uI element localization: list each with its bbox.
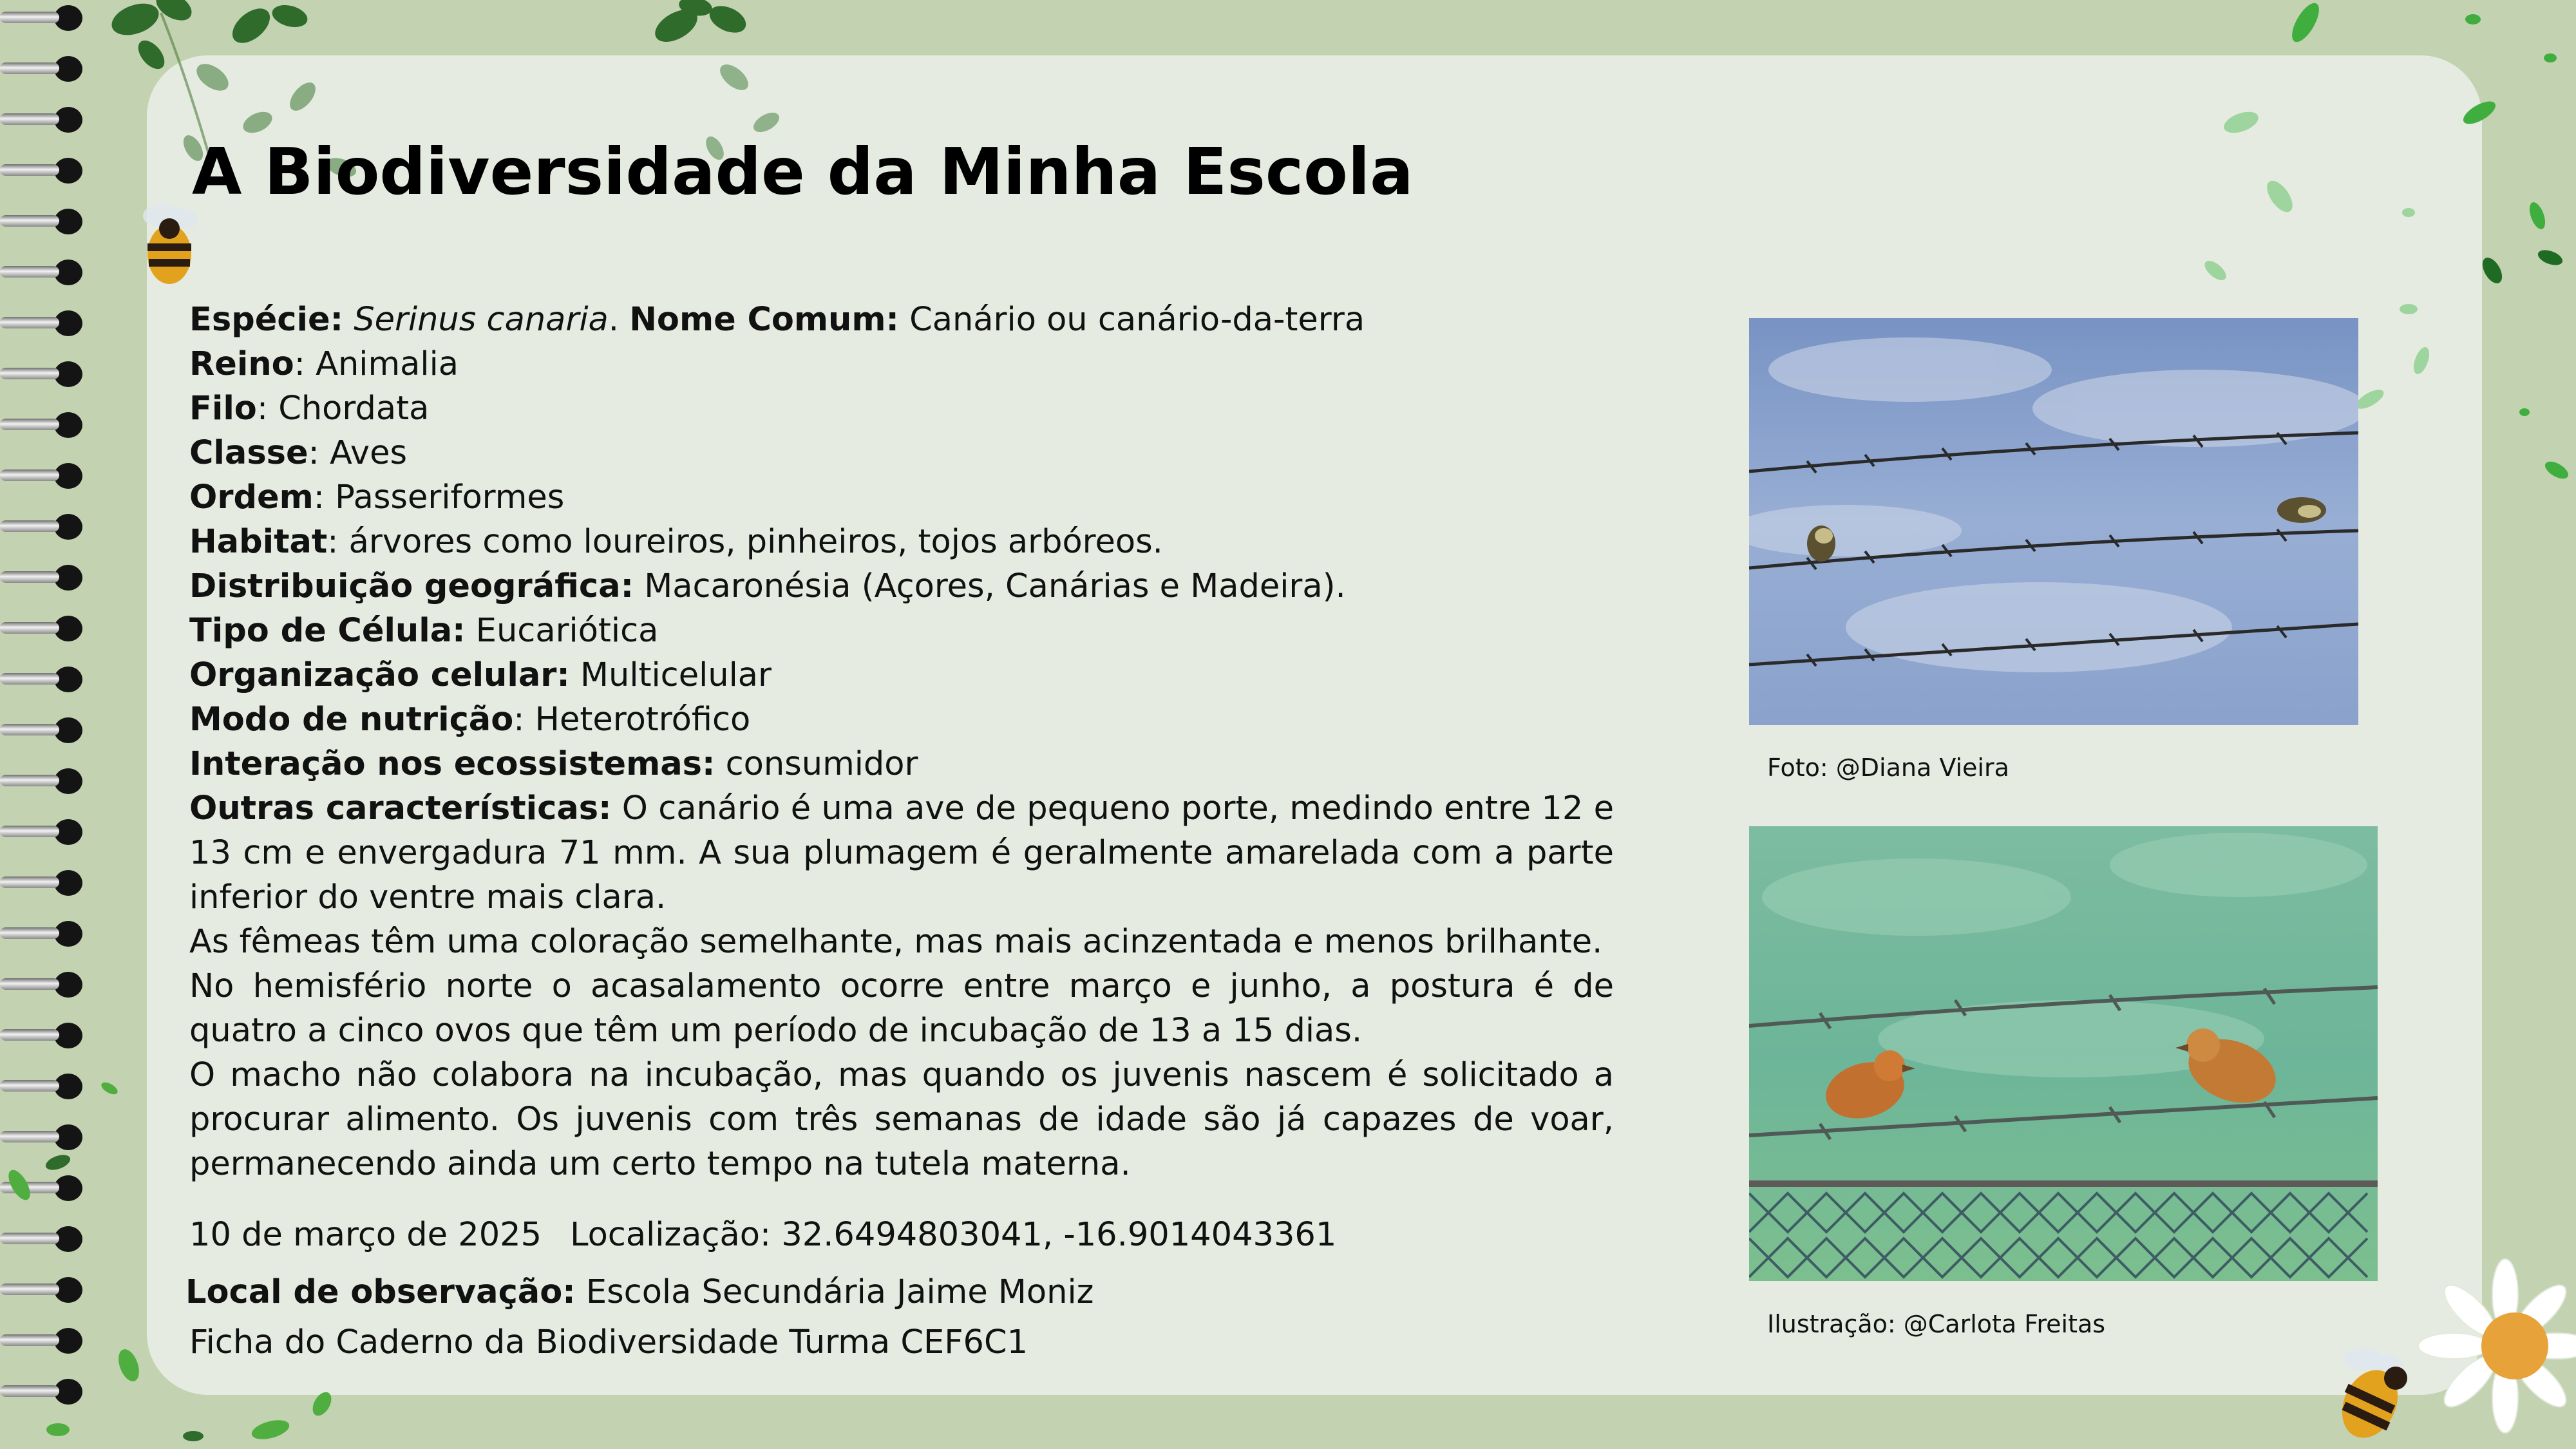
ring-wire <box>0 571 59 583</box>
species-info <box>189 298 1614 1186</box>
spiral-ring <box>0 309 90 337</box>
field-value: consumidor <box>715 745 918 783</box>
scientific-name: Serinus canaria <box>354 301 609 339</box>
ring-wire <box>0 673 59 685</box>
field-nutricao <box>189 697 1614 742</box>
field-label: Distribuição geográfica: <box>189 567 634 605</box>
photo-caption: Foto: @Diana Vieira <box>1767 753 2009 782</box>
ring-wire <box>0 826 59 837</box>
paragraph-male: O macho não colabora na incubação, mas quando os juvenis nascem é solicitado a procurar alimento. Os juvenis com três semanas de idade são já capazes de voar, permanecendo ainda um certo tempo na tutela materna. <box>189 1056 1614 1183</box>
field-label: Ordem <box>189 478 314 516</box>
field-value: : Animalia <box>294 345 459 383</box>
field-ordem <box>189 475 1614 520</box>
ring-wire <box>0 368 59 379</box>
bird-icon <box>2277 497 2326 523</box>
ring-wire <box>0 419 59 430</box>
page-title: A Biodiversidade da Minha Escola <box>192 134 1414 209</box>
field-interacao <box>189 742 1614 786</box>
spiral-ring <box>0 869 90 897</box>
bird-photo <box>1749 318 2358 725</box>
field-label: Habitat <box>189 523 328 561</box>
field-tipo-celula <box>189 609 1614 653</box>
ring-wire <box>0 317 59 328</box>
field-value: : Passeriformes <box>313 478 565 516</box>
common-name-label: Nome Comum: <box>629 301 899 339</box>
ring-wire <box>0 775 59 786</box>
spiral-ring <box>0 564 90 592</box>
common-name-value: Canário ou canário-da-terra <box>898 301 1365 339</box>
species-label: Espécie: <box>189 301 343 339</box>
spiral-ring <box>0 411 90 439</box>
spiral-ring <box>0 258 90 287</box>
field-label: Reino <box>189 345 294 383</box>
spiral-ring <box>0 360 90 388</box>
spiral-ring <box>0 55 90 83</box>
spiral-ring <box>0 1021 90 1050</box>
ring-wire <box>0 215 59 227</box>
ring-wire <box>0 1029 59 1041</box>
spiral-ring <box>0 4 90 32</box>
location-coordinates: Localização: 32.6494803041, -16.9014043361 <box>570 1216 1337 1254</box>
spiral-ring <box>0 767 90 795</box>
field-value: Multicelular <box>569 656 772 694</box>
spiral-ring <box>0 513 90 541</box>
separator: . <box>608 301 630 339</box>
field-label: Interação nos ecossistemas: <box>189 745 715 783</box>
ring-wire <box>0 469 59 481</box>
ring-wire <box>0 978 59 990</box>
other-characteristics <box>189 786 1614 920</box>
field-label: Classe <box>189 434 308 472</box>
date-location-line <box>189 1216 1336 1254</box>
ring-wire <box>0 266 59 278</box>
outras-value: O canário é uma ave de pequeno porte, medindo entre 12 e 13 cm e envergadura 71 mm. A sua plumagem é geralmente amarelada com a parte inferior do ventre mais clara. <box>189 790 1614 916</box>
observation-date: 10 de março de 2025 <box>189 1216 542 1254</box>
field-label: Tipo de Célula: <box>189 612 466 650</box>
ficha-line: Ficha do Caderno da Biodiversidade Turma CEF6C1 <box>189 1323 1028 1361</box>
ring-wire <box>0 520 59 532</box>
bird-illustration <box>1749 826 2378 1281</box>
field-value: : Chordata <box>256 390 430 428</box>
field-classe <box>189 431 1614 475</box>
field-label: Modo de nutrição <box>189 701 514 739</box>
ring-wire <box>0 724 59 735</box>
spiral-ring <box>0 920 90 948</box>
spiral-ring <box>0 971 90 999</box>
paragraph-breeding: No hemisfério norte o acasalamento ocorre entre março e junho, a postura é de quatro a cinco ovos que têm um período de incubação de 13 a 15 dias. <box>189 967 1614 1050</box>
spiral-ring <box>0 106 90 134</box>
ring-wire <box>0 113 59 125</box>
field-value: : Heterotrófico <box>513 701 751 739</box>
observation-place <box>185 1273 1094 1311</box>
bee-icon <box>2325 1333 2434 1449</box>
ring-wire <box>0 927 59 939</box>
spiral-ring <box>0 614 90 643</box>
field-value: Macaronésia (Açores, Canárias e Madeira). <box>633 567 1346 605</box>
ring-wire <box>0 164 59 176</box>
local-label: Local de observação: <box>185 1273 576 1311</box>
outras-label: Outras características: <box>189 790 612 828</box>
spiral-ring <box>0 818 90 846</box>
spiral-ring <box>0 665 90 694</box>
field-filo <box>189 386 1614 431</box>
field-value: : árvores como loureiros, pinheiros, tojos arbóreos. <box>327 523 1163 561</box>
field-organizacao <box>189 653 1614 697</box>
illustration-caption: Ilustração: @Carlota Freitas <box>1767 1310 2106 1338</box>
field-label: Filo <box>189 390 257 428</box>
field-reino <box>189 342 1614 386</box>
field-value: : Aves <box>308 434 408 472</box>
bird-icon <box>1807 526 1835 562</box>
spiral-ring <box>0 156 90 185</box>
field-label: Organização celular: <box>189 656 570 694</box>
spiral-ring <box>0 716 90 744</box>
ring-wire <box>0 12 59 23</box>
paragraph-females: As fêmeas têm uma coloração semelhante, mas mais acinzentada e menos brilhante. <box>189 923 1603 961</box>
spiral-ring <box>0 462 90 490</box>
field-value: Eucariótica <box>465 612 659 650</box>
field-distribuicao <box>189 564 1614 609</box>
ring-wire <box>0 62 59 74</box>
ring-wire <box>0 622 59 634</box>
field-habitat <box>189 520 1614 564</box>
local-value: Escola Secundária Jaime Moniz <box>575 1273 1094 1311</box>
species-line <box>189 298 1614 342</box>
spiral-ring <box>0 207 90 236</box>
ring-wire <box>0 876 59 888</box>
